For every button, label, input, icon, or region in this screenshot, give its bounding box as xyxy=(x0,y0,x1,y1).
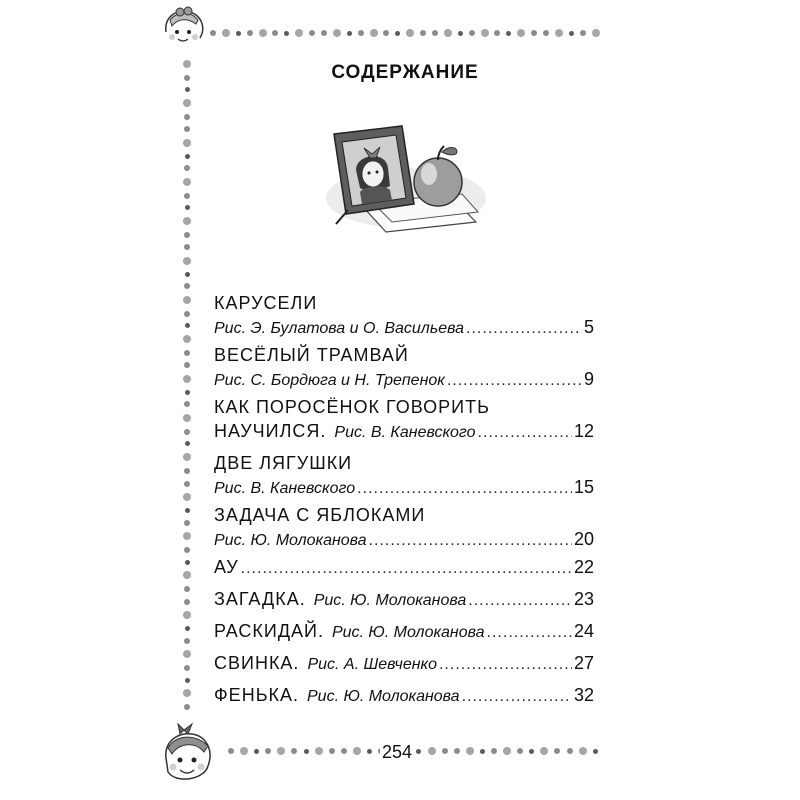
toc-entry-credit-line xyxy=(214,369,594,391)
toc-page-number: 23 xyxy=(573,589,594,609)
toc-entry-credit-line xyxy=(214,317,594,339)
toc-entry-credit: Рис. Ю. Молоканова xyxy=(214,532,367,549)
toc-page-number: 12 xyxy=(573,421,594,441)
dot-leader xyxy=(466,320,582,338)
toc-page-number: 15 xyxy=(573,477,594,497)
toc-entry-title-text: НАУЧИЛСЯ. xyxy=(214,421,327,441)
toc-entry-credit: Рис. В. Каневского xyxy=(334,424,476,441)
girl-face-icon xyxy=(158,722,218,788)
dot-leader xyxy=(468,592,572,610)
toc-entry-title-text: КАК ПОРОСЁНОК ГОВОРИТЬ xyxy=(214,397,490,417)
toc-entry xyxy=(214,621,594,645)
dot-leader xyxy=(447,372,582,390)
toc-entry xyxy=(214,589,594,613)
page-number: 254 xyxy=(382,742,413,762)
toc-entry-title xyxy=(214,453,594,477)
toc-entry-title-text: ЗАДАЧА С ЯБЛОКАМИ xyxy=(214,505,426,525)
girl-face-icon xyxy=(160,6,208,50)
toc-entry-title xyxy=(214,293,594,317)
dot-leader xyxy=(357,480,572,498)
toc-page-number: 5 xyxy=(583,317,594,337)
toc-page-number: 24 xyxy=(573,621,594,641)
table-of-contents xyxy=(214,293,594,709)
dot-leader xyxy=(439,656,572,674)
dot-leader xyxy=(369,532,572,550)
toc-page-number: 27 xyxy=(573,653,594,673)
toc-entry-credit: Рис. А. Шевченко xyxy=(307,656,437,673)
toc-page-number: 20 xyxy=(573,529,594,549)
toc-entry-title xyxy=(214,345,594,369)
toc-page-number: 32 xyxy=(573,685,594,705)
toc-entry-credit-line xyxy=(214,529,594,551)
dot-leader xyxy=(241,560,572,578)
left-dotted-border xyxy=(182,60,192,710)
toc-entry-credit-line xyxy=(214,477,594,499)
toc-entry-title-text: СВИНКА. xyxy=(214,653,300,673)
top-dotted-border xyxy=(210,28,600,38)
toc-entry-credit: Рис. Э. Булатова и О. Васильева xyxy=(214,320,465,337)
toc-entry-title xyxy=(214,397,594,421)
toc-entry-credit: Рис. В. Каневского xyxy=(214,480,356,497)
toc-entry-title-text: ДВЕ ЛЯГУШКИ xyxy=(214,453,353,473)
toc-entry-title-text: КАРУСЕЛИ xyxy=(214,293,318,313)
framed-portrait-and-apple-illustration xyxy=(326,120,496,245)
page-title: СОДЕРЖАНИЕ xyxy=(331,62,479,83)
toc-page-number: 22 xyxy=(573,557,594,577)
toc-entry xyxy=(214,653,594,677)
toc-entry-credit: Рис. Ю. Молоканова xyxy=(331,624,485,641)
toc-entry-title-text: ВЕСЁЛЫЙ ТРАМВАЙ xyxy=(214,345,409,365)
toc-entry-credit: Рис. С. Бордюга и Н. Трепенок xyxy=(214,372,445,389)
toc-entry-credit: Рис. Ю. Молоканова xyxy=(313,592,467,609)
toc-entry-title-text: АУ xyxy=(214,557,239,577)
toc-entry-credit: Рис. Ю. Молоканова xyxy=(307,688,460,705)
toc-page-number: 9 xyxy=(583,369,594,389)
toc-entry xyxy=(214,557,594,581)
toc-entry xyxy=(214,685,594,709)
dot-leader xyxy=(487,624,572,642)
toc-entry-title-continued xyxy=(214,421,594,445)
toc-entry-title xyxy=(214,505,594,529)
dot-leader xyxy=(478,424,572,442)
toc-entry-title-text: ФЕНЬКА. xyxy=(214,685,299,705)
toc-entry-title-text: РАСКИДАЙ. xyxy=(214,621,324,641)
toc-entry-title-text: ЗАГАДКА. xyxy=(214,589,306,609)
dot-leader xyxy=(462,688,572,706)
